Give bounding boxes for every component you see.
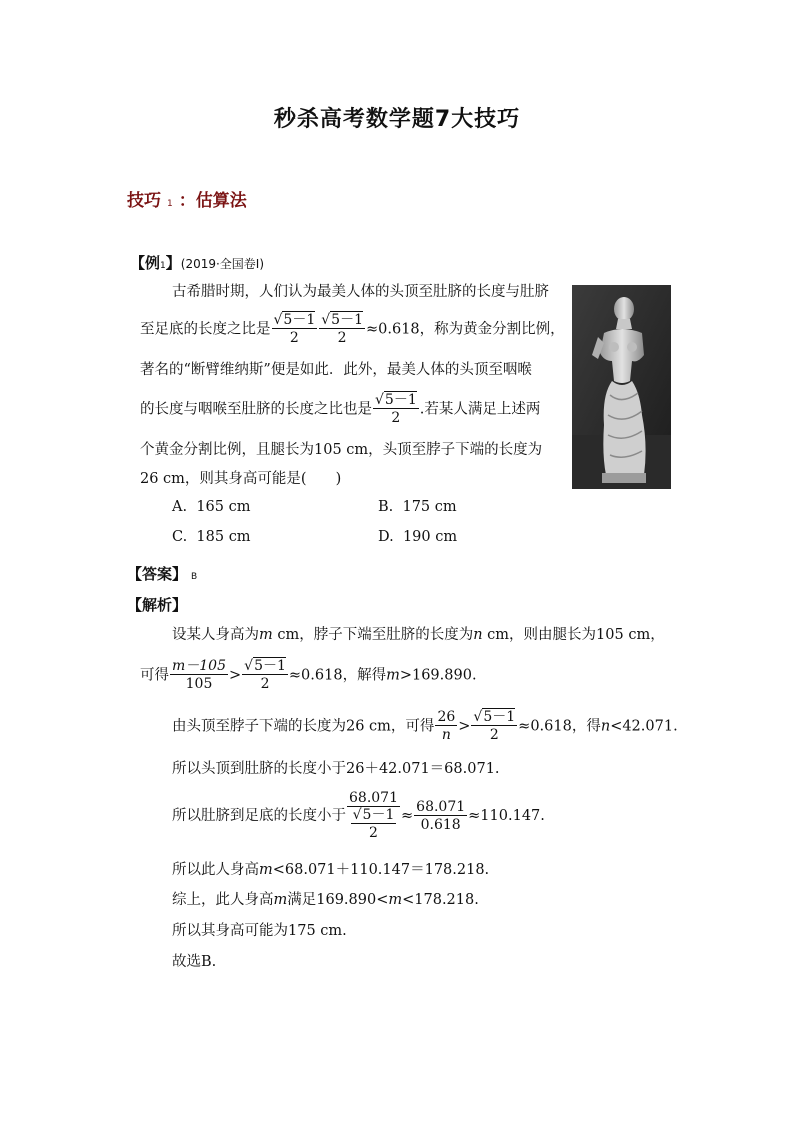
option-c: C. 185 cm xyxy=(172,529,251,545)
venus-de-milo-image xyxy=(572,285,671,489)
analysis-step-1: 设某人身高为m cm，脖子下端至肚脐的长度为n cm，则由腿长为105 cm， xyxy=(172,627,665,643)
option-d: D. 190 cm xyxy=(378,529,458,545)
answer-value: B xyxy=(191,572,198,582)
problem-line-6: 26 cm，则其身高可能是( ) xyxy=(140,471,342,487)
problem-line-3: 著名的“断臂维纳斯”便是如此．此外，最美人体的头顶至咽喉 xyxy=(140,362,532,378)
example-index: 1 xyxy=(160,261,166,271)
golden-ratio-fraction: $\frac{√5-1}{2}$ xyxy=(375,392,417,426)
option-a: A. 165 cm xyxy=(172,499,251,515)
section-index: 1 xyxy=(167,199,173,209)
problem-line-4: 的长度与咽喉至肚脐的长度之比也是 $\frac{√5-1}{2}$ .若某人满足上述两 xyxy=(140,392,541,426)
analysis-step-2: 可得 $\frac{m-105}{105}$ > $\frac{√5-1}{2}$ ≈0.618，解得m>169.890. xyxy=(140,658,477,692)
analysis-step-6: 所以此人身高m<68.071＋110.147＝178.218. xyxy=(172,862,490,878)
analysis-step-3: 由头顶至脖子下端的长度为26 cm，可得 $\frac{26}{n}$ > $\frac{√5-1}{2}$ ≈0.618，得n<42.071. xyxy=(172,709,678,743)
answer-line: 【答案】 B xyxy=(127,565,198,583)
analysis-step-5: 所以肚脐到足底的长度小于 $\frac{68.071}{\frac{√5-1}{2}}$ ≈ $\frac{68.071}{0.618}$ ≈110.147. xyxy=(172,790,545,841)
problem-line-5: 个黄金分割比例，且腿长为105 cm，头顶至脖子下端的长度为 xyxy=(140,442,543,458)
golden-ratio-fraction: $\frac{√5-1}{2}$ xyxy=(321,312,363,346)
example-label: 【例 xyxy=(130,254,161,272)
section-name: ：估算法 xyxy=(178,191,247,211)
analysis-step-8: 所以其身高可能为175 cm. xyxy=(172,923,347,939)
problem-line-2: 至足底的长度之比是 $\frac{√5-1}{2}$ $\frac{√5-1}{2}$ ≈0.618，称为黄金分割比例， xyxy=(140,312,565,346)
analysis-step-9: 故选B. xyxy=(172,954,217,970)
option-b: B. 175 cm xyxy=(378,499,457,515)
problem-line-1: 古希腊时期，人们认为最美人体的头顶至肚脐的长度与肚脐 xyxy=(172,284,549,300)
analysis-step-4: 所以头顶到肚脐的长度小于26＋42.071＝68.071. xyxy=(172,761,500,777)
example-source: (2019·全国卷Ⅰ) xyxy=(180,257,265,271)
analysis-label: 【解析】 xyxy=(127,596,188,614)
analysis-step-7: 综上，此人身高m满足169.890<m<178.218. xyxy=(172,892,479,908)
section-heading xyxy=(127,186,247,211)
example-heading xyxy=(130,252,264,273)
section-label: 技巧 xyxy=(127,191,161,211)
page-title: 秒杀高考数学题7大技巧 xyxy=(273,107,521,132)
example-close: 】 xyxy=(165,254,181,272)
golden-ratio-fraction: $\frac{√5-1}{2}$ xyxy=(273,312,316,346)
